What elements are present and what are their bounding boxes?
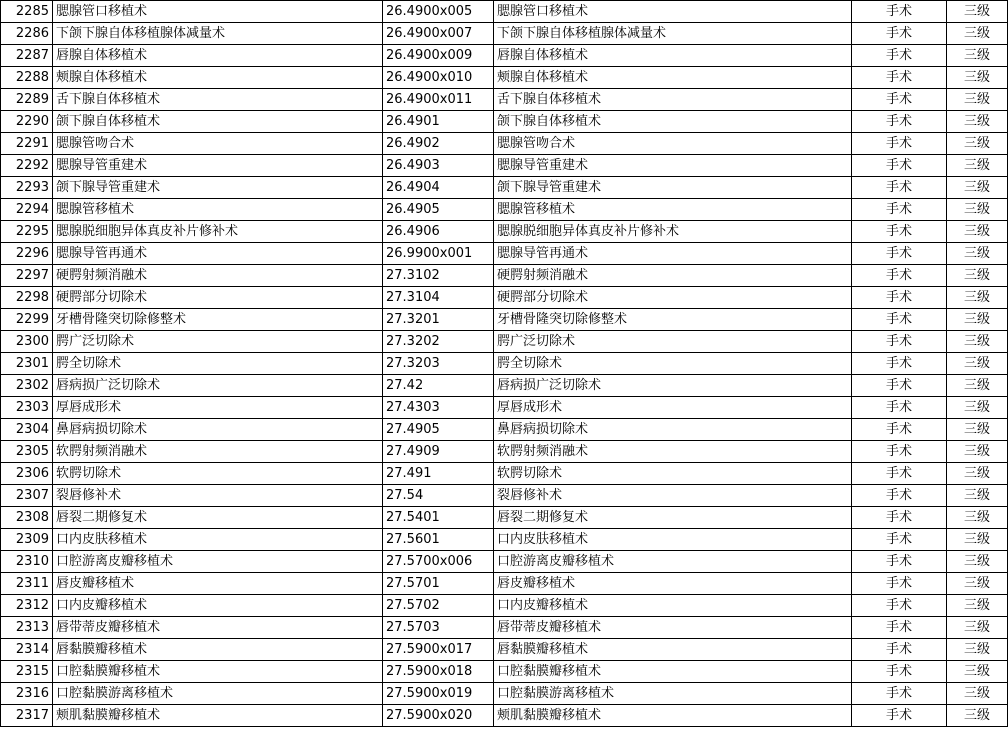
grade-cell: 三级 xyxy=(947,353,1008,375)
table-row xyxy=(1,111,1008,133)
procedure-code-cell: 27.5900x020 xyxy=(383,705,494,727)
row-number-cell: 2292 xyxy=(1,155,53,177)
procedure-name-cell: 腮腺管口移植术 xyxy=(53,1,383,23)
table-row xyxy=(1,683,1008,705)
procedure-code-cell: 26.4900x009 xyxy=(383,45,494,67)
procedure-name-cell: 腮腺导管重建术 xyxy=(53,155,383,177)
procedure-name-cell: 颌下腺自体移植术 xyxy=(53,111,383,133)
procedure-name-alt-cell: 唇皮瓣移植术 xyxy=(494,573,852,595)
grade-cell: 三级 xyxy=(947,111,1008,133)
procedure-name-alt-cell: 鼻唇病损切除术 xyxy=(494,419,852,441)
procedure-name-alt-cell: 硬腭部分切除术 xyxy=(494,287,852,309)
row-number-cell: 2304 xyxy=(1,419,53,441)
procedure-name-alt-cell: 口腔黏膜瓣移植术 xyxy=(494,661,852,683)
procedure-name-cell: 腮腺管吻合术 xyxy=(53,133,383,155)
table-row xyxy=(1,617,1008,639)
grade-cell: 三级 xyxy=(947,397,1008,419)
procedure-name-alt-cell: 腮腺管移植术 xyxy=(494,199,852,221)
category-cell: 手术 xyxy=(852,243,947,265)
procedure-name-cell: 口腔黏膜游离移植术 xyxy=(53,683,383,705)
procedure-code-cell: 26.4903 xyxy=(383,155,494,177)
row-number-cell: 2287 xyxy=(1,45,53,67)
category-cell: 手术 xyxy=(852,353,947,375)
table-row xyxy=(1,573,1008,595)
procedure-name-alt-cell: 唇病损广泛切除术 xyxy=(494,375,852,397)
procedure-name-cell: 唇病损广泛切除术 xyxy=(53,375,383,397)
procedure-code-cell: 26.4900x007 xyxy=(383,23,494,45)
table-row xyxy=(1,661,1008,683)
procedure-code-cell: 27.3104 xyxy=(383,287,494,309)
procedure-code-cell: 27.5401 xyxy=(383,507,494,529)
table-row xyxy=(1,45,1008,67)
procedure-name-alt-cell: 口腔黏膜游离移植术 xyxy=(494,683,852,705)
row-number-cell: 2315 xyxy=(1,661,53,683)
grade-cell: 三级 xyxy=(947,419,1008,441)
procedure-name-alt-cell: 唇裂二期修复术 xyxy=(494,507,852,529)
procedure-code-cell: 27.5900x019 xyxy=(383,683,494,705)
grade-cell: 三级 xyxy=(947,265,1008,287)
procedure-name-alt-cell: 唇腺自体移植术 xyxy=(494,45,852,67)
table-row xyxy=(1,331,1008,353)
procedure-code-cell: 26.4901 xyxy=(383,111,494,133)
table-row xyxy=(1,507,1008,529)
category-cell: 手术 xyxy=(852,265,947,287)
procedure-code-cell: 26.4905 xyxy=(383,199,494,221)
procedure-code-cell: 26.4906 xyxy=(383,221,494,243)
procedure-code-cell: 27.42 xyxy=(383,375,494,397)
procedure-name-alt-cell: 腮腺导管重建术 xyxy=(494,155,852,177)
row-number-cell: 2294 xyxy=(1,199,53,221)
grade-cell: 三级 xyxy=(947,199,1008,221)
category-cell: 手术 xyxy=(852,45,947,67)
row-number-cell: 2306 xyxy=(1,463,53,485)
procedure-name-cell: 唇腺自体移植术 xyxy=(53,45,383,67)
table-row xyxy=(1,397,1008,419)
procedure-code-cell: 27.3203 xyxy=(383,353,494,375)
category-cell: 手术 xyxy=(852,485,947,507)
procedure-code-cell: 27.3102 xyxy=(383,265,494,287)
category-cell: 手术 xyxy=(852,1,947,23)
row-number-cell: 2290 xyxy=(1,111,53,133)
procedure-name-cell: 唇皮瓣移植术 xyxy=(53,573,383,595)
table-row xyxy=(1,529,1008,551)
table-row xyxy=(1,221,1008,243)
procedure-code-cell: 26.4900x005 xyxy=(383,1,494,23)
table-row xyxy=(1,89,1008,111)
procedure-code-cell: 27.4909 xyxy=(383,441,494,463)
procedure-name-cell: 口腔游离皮瓣移植术 xyxy=(53,551,383,573)
row-number-cell: 2288 xyxy=(1,67,53,89)
procedure-name-alt-cell: 腮腺脱细胞异体真皮补片修补术 xyxy=(494,221,852,243)
table-row xyxy=(1,551,1008,573)
row-number-cell: 2300 xyxy=(1,331,53,353)
grade-cell: 三级 xyxy=(947,45,1008,67)
procedure-name-alt-cell: 口内皮瓣移植术 xyxy=(494,595,852,617)
category-cell: 手术 xyxy=(852,419,947,441)
row-number-cell: 2303 xyxy=(1,397,53,419)
procedure-code-cell: 26.4900x011 xyxy=(383,89,494,111)
grade-cell: 三级 xyxy=(947,463,1008,485)
grade-cell: 三级 xyxy=(947,309,1008,331)
table-row xyxy=(1,639,1008,661)
procedure-name-cell: 颊腺自体移植术 xyxy=(53,67,383,89)
grade-cell: 三级 xyxy=(947,485,1008,507)
procedure-name-cell: 硬腭部分切除术 xyxy=(53,287,383,309)
procedure-name-cell: 腮腺管移植术 xyxy=(53,199,383,221)
row-number-cell: 2313 xyxy=(1,617,53,639)
procedure-name-cell: 唇黏膜瓣移植术 xyxy=(53,639,383,661)
grade-cell: 三级 xyxy=(947,221,1008,243)
category-cell: 手术 xyxy=(852,221,947,243)
procedure-code-cell: 26.4902 xyxy=(383,133,494,155)
table-row xyxy=(1,309,1008,331)
table-row xyxy=(1,353,1008,375)
grade-cell: 三级 xyxy=(947,573,1008,595)
category-cell: 手术 xyxy=(852,23,947,45)
procedure-name-alt-cell: 颌下腺自体移植术 xyxy=(494,111,852,133)
procedure-name-alt-cell: 硬腭射频消融术 xyxy=(494,265,852,287)
grade-cell: 三级 xyxy=(947,133,1008,155)
category-cell: 手术 xyxy=(852,507,947,529)
category-cell: 手术 xyxy=(852,551,947,573)
category-cell: 手术 xyxy=(852,441,947,463)
procedure-name-alt-cell: 下颌下腺自体移植腺体减量术 xyxy=(494,23,852,45)
category-cell: 手术 xyxy=(852,573,947,595)
grade-cell: 三级 xyxy=(947,331,1008,353)
category-cell: 手术 xyxy=(852,199,947,221)
row-number-cell: 2296 xyxy=(1,243,53,265)
procedure-code-cell: 27.3202 xyxy=(383,331,494,353)
procedure-name-cell: 唇带蒂皮瓣移植术 xyxy=(53,617,383,639)
category-cell: 手术 xyxy=(852,155,947,177)
procedure-code-cell: 27.5702 xyxy=(383,595,494,617)
grade-cell: 三级 xyxy=(947,287,1008,309)
category-cell: 手术 xyxy=(852,529,947,551)
table-row xyxy=(1,23,1008,45)
table-row xyxy=(1,199,1008,221)
procedure-name-alt-cell: 腭全切除术 xyxy=(494,353,852,375)
row-number-cell: 2293 xyxy=(1,177,53,199)
grade-cell: 三级 xyxy=(947,375,1008,397)
table-row xyxy=(1,177,1008,199)
table-row xyxy=(1,485,1008,507)
category-cell: 手术 xyxy=(852,683,947,705)
procedure-code-cell: 27.5703 xyxy=(383,617,494,639)
procedure-name-cell: 唇裂二期修复术 xyxy=(53,507,383,529)
row-number-cell: 2302 xyxy=(1,375,53,397)
grade-cell: 三级 xyxy=(947,661,1008,683)
grade-cell: 三级 xyxy=(947,243,1008,265)
procedure-name-cell: 口内皮肤移植术 xyxy=(53,529,383,551)
procedure-code-cell: 27.491 xyxy=(383,463,494,485)
procedure-name-cell: 腮腺脱细胞异体真皮补片修补术 xyxy=(53,221,383,243)
table-body xyxy=(1,1,1008,727)
grade-cell: 三级 xyxy=(947,177,1008,199)
table-row xyxy=(1,243,1008,265)
procedure-code-cell: 27.4905 xyxy=(383,419,494,441)
category-cell: 手术 xyxy=(852,331,947,353)
row-number-cell: 2317 xyxy=(1,705,53,727)
procedure-name-alt-cell: 腮腺管吻合术 xyxy=(494,133,852,155)
procedure-code-cell: 26.4904 xyxy=(383,177,494,199)
row-number-cell: 2286 xyxy=(1,23,53,45)
procedure-code-cell: 27.5601 xyxy=(383,529,494,551)
table-row xyxy=(1,463,1008,485)
row-number-cell: 2311 xyxy=(1,573,53,595)
procedure-code-cell: 27.54 xyxy=(383,485,494,507)
row-number-cell: 2295 xyxy=(1,221,53,243)
table-row xyxy=(1,375,1008,397)
grade-cell: 三级 xyxy=(947,89,1008,111)
table-row xyxy=(1,441,1008,463)
procedure-name-alt-cell: 厚唇成形术 xyxy=(494,397,852,419)
procedure-code-cell: 27.5700x006 xyxy=(383,551,494,573)
procedure-name-cell: 舌下腺自体移植术 xyxy=(53,89,383,111)
category-cell: 手术 xyxy=(852,375,947,397)
procedure-name-alt-cell: 颊腺自体移植术 xyxy=(494,67,852,89)
grade-cell: 三级 xyxy=(947,639,1008,661)
procedure-name-alt-cell: 颌下腺导管重建术 xyxy=(494,177,852,199)
procedure-code-cell: 27.3201 xyxy=(383,309,494,331)
procedure-name-alt-cell: 舌下腺自体移植术 xyxy=(494,89,852,111)
row-number-cell: 2312 xyxy=(1,595,53,617)
category-cell: 手术 xyxy=(852,89,947,111)
row-number-cell: 2285 xyxy=(1,1,53,23)
row-number-cell: 2291 xyxy=(1,133,53,155)
row-number-cell: 2314 xyxy=(1,639,53,661)
category-cell: 手术 xyxy=(852,309,947,331)
table-row xyxy=(1,67,1008,89)
row-number-cell: 2310 xyxy=(1,551,53,573)
procedure-name-alt-cell: 软腭射频消融术 xyxy=(494,441,852,463)
procedure-name-alt-cell: 牙槽骨隆突切除修整术 xyxy=(494,309,852,331)
row-number-cell: 2301 xyxy=(1,353,53,375)
grade-cell: 三级 xyxy=(947,441,1008,463)
procedure-name-cell: 腮腺导管再通术 xyxy=(53,243,383,265)
table-row xyxy=(1,595,1008,617)
row-number-cell: 2308 xyxy=(1,507,53,529)
table-row xyxy=(1,1,1008,23)
grade-cell: 三级 xyxy=(947,683,1008,705)
procedure-name-cell: 口内皮瓣移植术 xyxy=(53,595,383,617)
grade-cell: 三级 xyxy=(947,1,1008,23)
procedure-code-cell: 27.4303 xyxy=(383,397,494,419)
procedure-code-cell: 27.5900x017 xyxy=(383,639,494,661)
row-number-cell: 2289 xyxy=(1,89,53,111)
procedure-name-alt-cell: 腮腺管口移植术 xyxy=(494,1,852,23)
grade-cell: 三级 xyxy=(947,529,1008,551)
grade-cell: 三级 xyxy=(947,595,1008,617)
category-cell: 手术 xyxy=(852,661,947,683)
procedure-name-alt-cell: 腭广泛切除术 xyxy=(494,331,852,353)
procedure-name-cell: 鼻唇病损切除术 xyxy=(53,419,383,441)
table-row xyxy=(1,265,1008,287)
row-number-cell: 2299 xyxy=(1,309,53,331)
procedure-name-alt-cell: 口腔游离皮瓣移植术 xyxy=(494,551,852,573)
procedure-name-cell: 腭全切除术 xyxy=(53,353,383,375)
category-cell: 手术 xyxy=(852,133,947,155)
row-number-cell: 2316 xyxy=(1,683,53,705)
procedure-name-alt-cell: 软腭切除术 xyxy=(494,463,852,485)
category-cell: 手术 xyxy=(852,177,947,199)
procedure-name-alt-cell: 颊肌黏膜瓣移植术 xyxy=(494,705,852,727)
category-cell: 手术 xyxy=(852,705,947,727)
row-number-cell: 2298 xyxy=(1,287,53,309)
procedure-name-cell: 硬腭射频消融术 xyxy=(53,265,383,287)
grade-cell: 三级 xyxy=(947,507,1008,529)
procedure-code-cell: 27.5701 xyxy=(383,573,494,595)
category-cell: 手术 xyxy=(852,111,947,133)
category-cell: 手术 xyxy=(852,397,947,419)
row-number-cell: 2297 xyxy=(1,265,53,287)
table-row xyxy=(1,133,1008,155)
procedure-name-alt-cell: 口内皮肤移植术 xyxy=(494,529,852,551)
procedure-name-alt-cell: 唇带蒂皮瓣移植术 xyxy=(494,617,852,639)
grade-cell: 三级 xyxy=(947,551,1008,573)
procedure-name-cell: 下颌下腺自体移植腺体减量术 xyxy=(53,23,383,45)
grade-cell: 三级 xyxy=(947,617,1008,639)
procedure-code-cell: 26.4900x010 xyxy=(383,67,494,89)
row-number-cell: 2307 xyxy=(1,485,53,507)
table-row xyxy=(1,155,1008,177)
procedure-name-cell: 颊肌黏膜瓣移植术 xyxy=(53,705,383,727)
grade-cell: 三级 xyxy=(947,23,1008,45)
procedure-name-cell: 裂唇修补术 xyxy=(53,485,383,507)
category-cell: 手术 xyxy=(852,595,947,617)
row-number-cell: 2305 xyxy=(1,441,53,463)
row-number-cell: 2309 xyxy=(1,529,53,551)
category-cell: 手术 xyxy=(852,67,947,89)
grade-cell: 三级 xyxy=(947,155,1008,177)
table-row xyxy=(1,705,1008,727)
procedure-name-cell: 颌下腺导管重建术 xyxy=(53,177,383,199)
procedure-name-alt-cell: 唇黏膜瓣移植术 xyxy=(494,639,852,661)
category-cell: 手术 xyxy=(852,463,947,485)
procedure-name-cell: 厚唇成形术 xyxy=(53,397,383,419)
procedure-name-cell: 腭广泛切除术 xyxy=(53,331,383,353)
procedure-name-cell: 牙槽骨隆突切除修整术 xyxy=(53,309,383,331)
procedure-name-cell: 软腭射频消融术 xyxy=(53,441,383,463)
procedure-code-cell: 27.5900x018 xyxy=(383,661,494,683)
procedure-name-cell: 软腭切除术 xyxy=(53,463,383,485)
table-row xyxy=(1,419,1008,441)
grade-cell: 三级 xyxy=(947,705,1008,727)
grade-cell: 三级 xyxy=(947,67,1008,89)
category-cell: 手术 xyxy=(852,617,947,639)
procedure-name-cell: 口腔黏膜瓣移植术 xyxy=(53,661,383,683)
table-row xyxy=(1,287,1008,309)
procedure-name-alt-cell: 裂唇修补术 xyxy=(494,485,852,507)
category-cell: 手术 xyxy=(852,287,947,309)
procedure-name-alt-cell: 腮腺导管再通术 xyxy=(494,243,852,265)
category-cell: 手术 xyxy=(852,639,947,661)
procedure-code-cell: 26.9900x001 xyxy=(383,243,494,265)
